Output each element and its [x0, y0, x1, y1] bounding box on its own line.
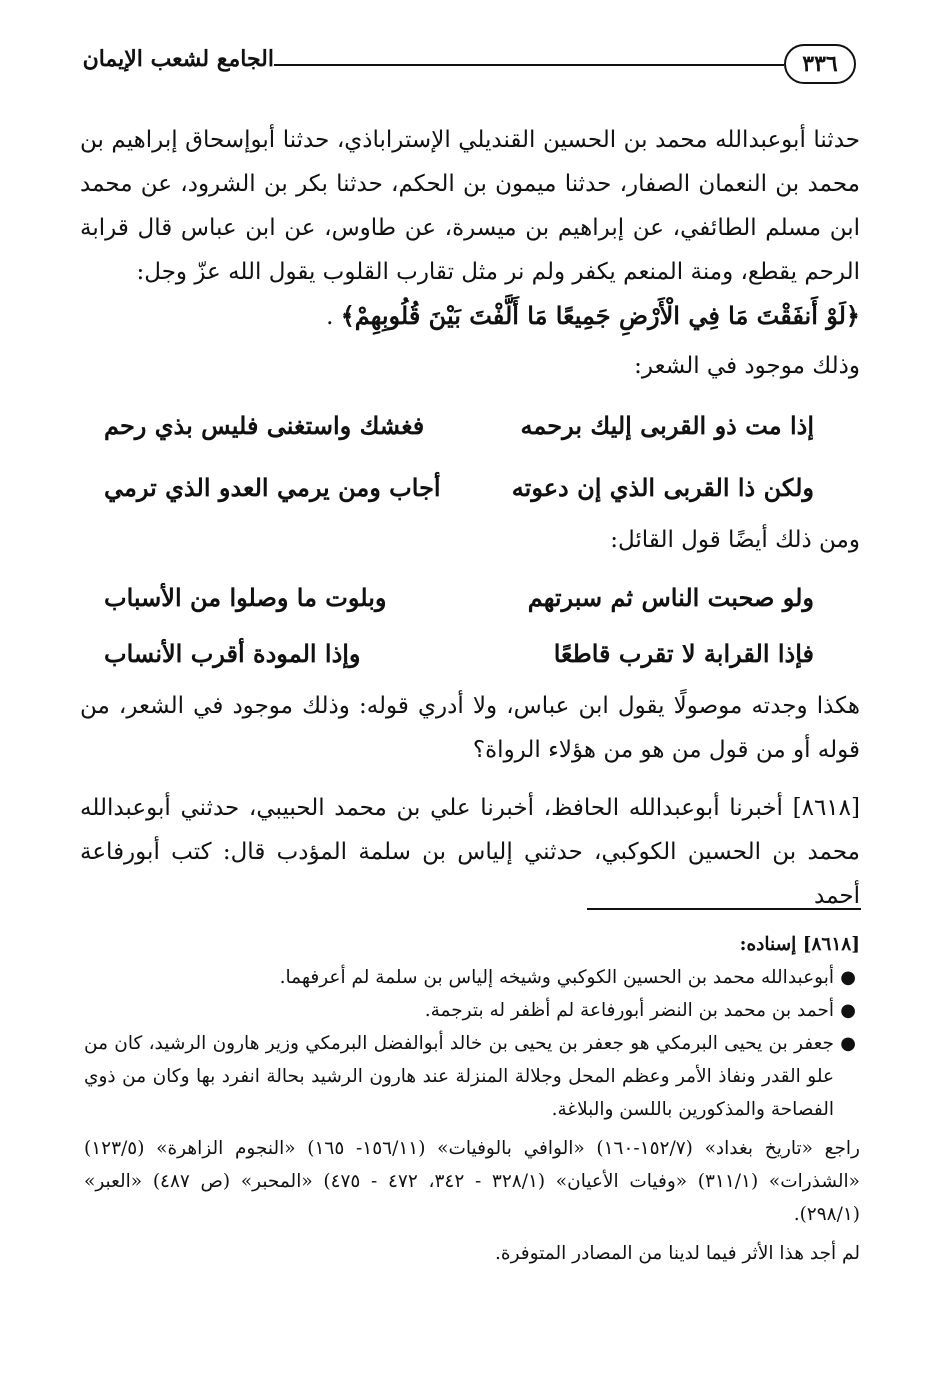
bullet-icon: ●	[840, 1033, 856, 1054]
list-item-text: جعفر بن يحيى البرمكي هو جعفر بن يحيى بن خالد أبوالفضل البرمكي وزير هارون الرشيد، كان من علو القدر ونفاذ الأمر وعظم المحل وجلالة المنزلة عند هارون الرشيد بحالة انفرد بها وكان من ذوي الفصاحة والمذكورين باللسن والبلاغة.	[84, 1033, 834, 1120]
poem-verse	[104, 398, 844, 454]
footnote-list	[84, 961, 860, 1126]
poem-intro-2	[80, 518, 860, 562]
poem-intro-1	[80, 344, 860, 388]
poem-hemistich-first: فإذا القرابة لا تقرب قاطعًا	[553, 639, 814, 668]
footnote-heading: [٨٦١٨] إسناده:	[739, 934, 860, 955]
paragraph-isnad	[80, 118, 860, 339]
poem-2	[104, 570, 844, 682]
hadith-8618	[80, 786, 860, 918]
main-text	[80, 118, 860, 339]
poem-hemistich-second: فغشك واستغنى فليس بذي رحم	[104, 411, 425, 440]
book-title: الجامع لشعب الإيمان	[82, 46, 274, 72]
page-number: ٣٣٦	[784, 44, 856, 84]
header-rule	[274, 64, 784, 66]
poem-hemistich-second: أجاب ومن يرمي العدو الذي ترمي	[104, 473, 441, 502]
poem-hemistich-second: وإذا المودة أقرب الأنساب	[104, 639, 361, 668]
poem-hemistich-first: ولو صحبت الناس ثم سبرتهم	[527, 583, 814, 612]
footnote-references: راجع «تاريخ بغداد» (١٥٢/٧-١٦٠) «الوافي بالوفيات» (١٥٦/١١- ١٦٥) «النجوم الزاهرة» (١٢٣/٥) «الشذرات» (٣١١/١) «وفيات الأعيان» (٣٢٨/١ - ٣٤٢، ٤٧٢ - ٤٧٥) «المحبر» (ص ٤٨٧) «العبر» (٢٩٨/١).	[84, 1138, 860, 1225]
footnotes	[84, 928, 860, 1270]
bullet-icon: ●	[840, 967, 856, 988]
poem-hemistich-first: ولكن ذا القربى الذي إن دعوته	[511, 473, 814, 502]
page-header	[84, 40, 856, 100]
poem-verse	[104, 626, 844, 682]
quran-verse-end: .	[326, 304, 334, 330]
list-item	[84, 994, 860, 1027]
bullet-icon: ●	[840, 1000, 856, 1021]
list-item-text: أبوعبدالله محمد بن الحسين الكوكبي وشيخه إلياس بن سلمة لم أعرفهما.	[279, 967, 834, 988]
footnote-rule	[587, 908, 861, 910]
list-item-text: أحمد بن محمد بن النضر أبورفاعة لم أظفر له بترجمة.	[424, 1000, 834, 1021]
intro-text: ومن ذلك أيضًا قول القائل:	[610, 527, 860, 553]
commentary-text: هكذا وجدته موصولًا يقول ابن عباس، ولا أدري قوله: وذلك موجود في الشعر، من قوله أو من قول من هو من هؤلاء الرواة؟	[80, 693, 860, 763]
list-item	[84, 1027, 860, 1126]
poem-hemistich-first: إذا مت ذو القربى إليك برحمه	[520, 411, 814, 440]
poem-hemistich-second: وبلوت ما وصلوا من الأسباب	[104, 583, 387, 612]
paragraph-text: حدثنا أبوعبدالله محمد بن الحسين القنديلي الإستراباذي، حدثنا أبوإسحاق إبراهيم بن محمد بن النعمان الصفار، حدثنا ميمون بن الحكم، حدثنا بكر بن الشرود، عن محمد ابن مسلم الطائفي، عن إبراهيم بن ميسرة، عن طاوس، عن ابن عباس قال قرابة الرحم يقطع، ومنة المنعم يكفر ولم نر مثل تقارب القلوب يقول الله عزّ وجل:	[80, 127, 860, 285]
poem-1	[104, 398, 844, 516]
footnote-note: لم أجد هذا الأثر فيما لدينا من المصادر المتوفرة.	[495, 1243, 860, 1264]
quran-verse: ﴿لَوْ أَنفَقْتَ مَا فِي الْأَرْضِ جَمِيعًا مَا أَلَّفْتَ بَيْنَ قُلُوبِهِمْ﴾	[340, 301, 860, 330]
intro-text: وذلك موجود في الشعر:	[634, 353, 860, 379]
hadith-text: [٨٦١٨] أخبرنا أبوعبدالله الحافظ، أخبرنا علي بن محمد الحبيبي، حدثني أبوعبدالله محمد بن الحسين الكوكبي، حدثني إلياس بن سلمة المؤدب قال: كتب أبورفاعة أحمد	[80, 795, 860, 909]
poem-verse	[104, 570, 844, 626]
poem-verse	[104, 460, 844, 516]
commentary	[80, 684, 860, 772]
list-item	[84, 961, 860, 994]
